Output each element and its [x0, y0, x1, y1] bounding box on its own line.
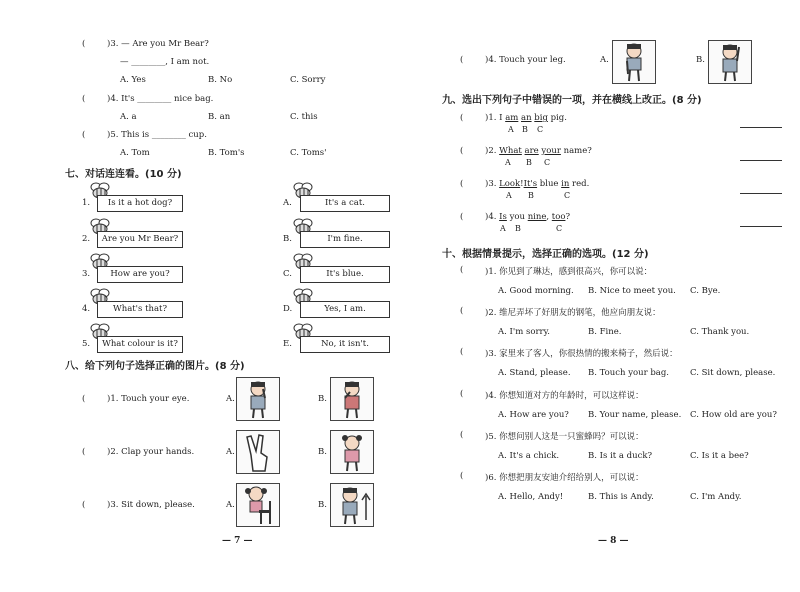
- word-c: big: [534, 113, 548, 123]
- option-b: B. Your name, please.: [588, 410, 682, 420]
- answer-box[interactable]: Yes, I am.: [300, 301, 390, 318]
- answer-line[interactable]: [740, 226, 782, 227]
- option-c: C. Bye.: [690, 286, 721, 296]
- option-b: B. an: [208, 112, 231, 122]
- question-stem: )4. It's ________ nice bag.: [107, 94, 214, 104]
- sentence: [485, 146, 592, 156]
- question-stem: )5. This is ________ cup.: [107, 130, 207, 140]
- paren: (: [460, 146, 464, 156]
- word-a: Look: [499, 179, 521, 189]
- label-c: C: [544, 158, 551, 167]
- option-a: A. Stand, please.: [498, 368, 571, 378]
- option-c: C. Thank you.: [690, 327, 750, 337]
- answer-box[interactable]: I'm fine.: [300, 231, 390, 248]
- paren: (: [460, 389, 464, 399]
- question-box[interactable]: Is it a hot dog?: [97, 195, 183, 212]
- option-b: B. Fine.: [588, 327, 622, 337]
- sentence-pre: )2.: [485, 146, 500, 156]
- paren: (: [460, 306, 464, 316]
- option-c: C. Toms': [290, 148, 327, 158]
- paren: (: [82, 500, 86, 510]
- option-b: B.: [318, 500, 327, 510]
- word-b: nine: [527, 212, 547, 222]
- section-title: 八、给下列句子选择正确的图片。(8 分): [65, 361, 245, 372]
- option-b: B. Nice to meet you.: [588, 286, 676, 296]
- option-a: A.: [600, 55, 609, 65]
- option-a: A. Hello, Andy!: [498, 492, 564, 502]
- item-letter: D.: [283, 304, 293, 314]
- word-a: Is: [499, 212, 507, 222]
- item-number: 4.: [82, 304, 91, 314]
- boy-touching-eye-image: [236, 377, 280, 421]
- option-c: C. I'm Andy.: [690, 492, 742, 502]
- label-c: C: [556, 224, 563, 233]
- answer-line[interactable]: [740, 160, 782, 161]
- question-text: )3. Sit down, please.: [107, 500, 195, 510]
- option-c: C. Sit down, please.: [690, 368, 776, 378]
- paren: (: [460, 471, 464, 481]
- option-b: B. Touch your bag.: [588, 368, 669, 378]
- label-b: B: [528, 191, 534, 200]
- option-b: B. No: [208, 75, 233, 85]
- word-c: too: [551, 212, 566, 222]
- question-stem: )1. 你见到了琳达，感到很高兴，你可以说：: [485, 267, 653, 277]
- item-number: 1.: [82, 198, 91, 208]
- option-a: A.: [226, 447, 235, 457]
- sentence-mid: ,: [546, 212, 552, 222]
- question-stem: )2. 维尼弄坏了好朋友的钢笔，他应向朋友说：: [485, 308, 661, 318]
- sentence-post: red.: [569, 179, 590, 189]
- option-c: C. How old are you?: [690, 410, 777, 420]
- option-a: A. I'm sorry.: [498, 327, 550, 337]
- label-c: C: [537, 125, 544, 134]
- item-number: 5.: [82, 339, 91, 349]
- word-a: What: [499, 146, 522, 156]
- sentence: [485, 212, 570, 222]
- sentence-pre: )3.: [485, 179, 500, 189]
- word-a: am: [505, 113, 519, 123]
- question-box[interactable]: What colour is it?: [97, 336, 183, 353]
- paren: (: [460, 212, 464, 222]
- word-b: an: [521, 113, 532, 123]
- option-b: B. Is it a duck?: [588, 451, 653, 461]
- option-b: B. Tom's: [208, 148, 245, 158]
- question-text: )2. Clap your hands.: [107, 447, 195, 457]
- question-stem: )3. — Are you Mr Bear?: [107, 39, 209, 49]
- answer-line[interactable]: [740, 193, 782, 194]
- answer-box[interactable]: It's blue.: [300, 266, 390, 283]
- item-letter: E.: [283, 339, 292, 349]
- label-a: A: [505, 158, 511, 167]
- option-c: C. Sorry: [290, 75, 326, 85]
- question-stem: )6. 你想把朋友安迪介绍给别人，可以说：: [485, 473, 644, 483]
- question-stem: )5. 你想问别人这是一只蜜蜂吗？可以说：: [485, 432, 644, 442]
- label-a: A: [506, 191, 512, 200]
- boy-touching-leg-image: [612, 40, 656, 84]
- sentence-mid: !: [520, 179, 524, 189]
- section-title: 九、选出下列句子中错误的一项，并在横线上改正。(8 分): [442, 95, 702, 106]
- option-a: A. Yes: [120, 75, 146, 85]
- section-title: 十、根据情景提示，选择正确的选项。(12 分): [442, 249, 649, 260]
- question-box[interactable]: Are you Mr Bear?: [97, 231, 183, 248]
- question-text: )1. Touch your eye.: [107, 394, 190, 404]
- item-letter: A.: [283, 198, 292, 208]
- answer-box[interactable]: It's a cat.: [300, 195, 390, 212]
- sentence-post: name?: [560, 146, 592, 156]
- section-title: 七、对话连连看。(10 分): [65, 169, 182, 180]
- question-stem: )3. 家里来了客人，你很热情的搬来椅子，然后说：: [485, 349, 678, 359]
- boy-touching-head-image: [708, 40, 752, 84]
- option-a: A. It's a chick.: [498, 451, 560, 461]
- girl-clapping-image: [330, 430, 374, 474]
- item-number: 3.: [82, 269, 91, 279]
- option-a: A.: [226, 394, 235, 404]
- paren: (: [82, 130, 86, 140]
- paren: (: [460, 430, 464, 440]
- boy-standing-image: [330, 483, 374, 527]
- question-stem: )4. 你想知道对方的年龄时，可以这样说：: [485, 391, 644, 401]
- paren: (: [460, 265, 464, 275]
- word-c: your: [541, 146, 561, 156]
- item-letter: B.: [283, 234, 292, 244]
- label-a: A: [500, 224, 506, 233]
- option-b: B.: [318, 447, 327, 457]
- paren: (: [460, 113, 464, 123]
- paren: (: [460, 179, 464, 189]
- option-c: C. this: [290, 112, 318, 122]
- peace-hand-image: [236, 430, 280, 474]
- sentence-post: pig.: [547, 113, 567, 123]
- paren: (: [82, 39, 86, 49]
- paren: (: [82, 394, 86, 404]
- paren: (: [460, 347, 464, 357]
- question-text: )4. Touch your leg.: [485, 55, 566, 65]
- option-c: C. Is it a bee?: [690, 451, 749, 461]
- label-b: B: [515, 224, 521, 233]
- word-b: are: [524, 146, 539, 156]
- label-c: C: [564, 191, 571, 200]
- label-a: A: [508, 125, 514, 134]
- option-a: A. a: [120, 112, 137, 122]
- page-number: — 7 —: [222, 536, 253, 546]
- sentence-pre: )4.: [485, 212, 500, 222]
- boy-touching-mouth-image: [330, 377, 374, 421]
- option-b: B.: [318, 394, 327, 404]
- girl-sitting-image: [236, 483, 280, 527]
- sentence-post: ?: [565, 212, 571, 222]
- word-c: in: [561, 179, 570, 189]
- item-letter: C.: [283, 269, 292, 279]
- option-b: B. This is Andy.: [588, 492, 654, 502]
- question-box[interactable]: How are you?: [97, 266, 183, 283]
- question-box[interactable]: What's that?: [97, 301, 183, 318]
- paren: (: [82, 447, 86, 457]
- label-b: B: [522, 125, 528, 134]
- label-b: B: [526, 158, 532, 167]
- sentence-mid: blue: [537, 179, 562, 189]
- paren: (: [82, 94, 86, 104]
- paren: (: [460, 55, 464, 65]
- page-number: — 8 —: [598, 536, 629, 546]
- sentence: [485, 113, 567, 123]
- option-a: A.: [226, 500, 235, 510]
- answer-line[interactable]: [740, 127, 782, 128]
- option-a: A. Good morning.: [498, 286, 574, 296]
- sentence-mid: you: [506, 212, 528, 222]
- word-b: It's: [523, 179, 538, 189]
- sentence-pre: )1. I: [485, 113, 506, 123]
- option-a: A. How are you?: [498, 410, 569, 420]
- item-number: 2.: [82, 234, 91, 244]
- sentence: [485, 179, 589, 189]
- option-a: A. Tom: [120, 148, 150, 158]
- question-reply: — ________, I am not.: [120, 57, 210, 67]
- answer-box[interactable]: No, it isn't.: [300, 336, 390, 353]
- option-b: B.: [696, 55, 705, 65]
